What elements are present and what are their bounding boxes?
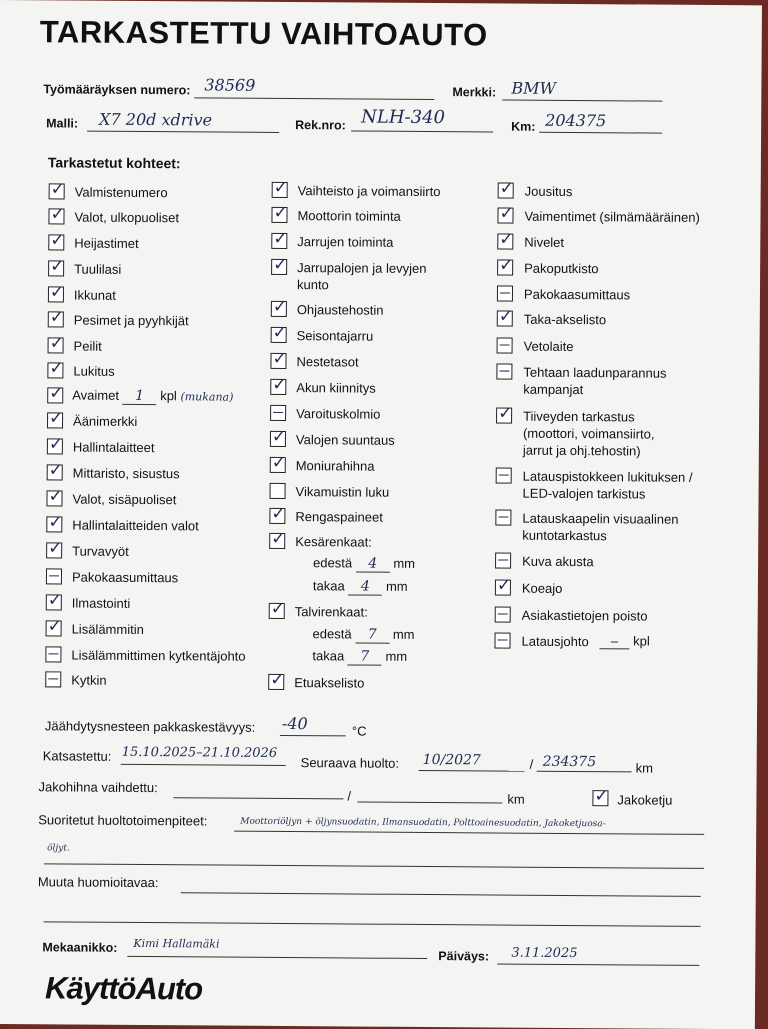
winter-rear-row [312,648,407,666]
next-service-date-line [419,770,525,772]
coolant-value[interactable]: -40 [281,713,308,734]
col2-checkbox-15[interactable] [268,669,285,691]
col2-checkbox-12[interactable] [269,503,286,525]
col2-item-label-4: Ohjaustehostin [296,302,384,318]
col1-item-label-0: Valmistenumero [74,184,168,201]
mechanic-signature[interactable]: Kimi Hallamäki [133,936,220,951]
check-mark-icon: ✓ [273,177,289,199]
check-mark-icon: ✓ [50,230,65,251]
col1-checkbox-19[interactable] [45,671,61,687]
winter-rear-unit: mm [385,648,408,664]
km-line [539,132,662,134]
col1-checkbox-16[interactable] [46,590,63,611]
dash-mark-icon [49,575,59,576]
check-mark-icon: ✓ [270,669,285,691]
check-mark-icon: ✓ [272,348,287,370]
col1-item-label-16: Ilmastointi [71,595,131,611]
col2-checkbox-5[interactable] [271,322,288,344]
inspected-label: Katsastettu: [42,748,112,764]
col1-item-label-7: Lukitus [73,363,115,379]
notes-line-1[interactable] [181,892,701,897]
check-mark-icon: ✓ [496,575,512,596]
charging-cable-count: – [610,633,619,649]
col1-item-label-11: Mittaristo, sisustus [72,465,180,482]
check-mark-icon: ✓ [49,307,65,328]
charging-cable-field[interactable] [599,633,629,649]
check-mark-icon: ✓ [499,229,514,250]
date-value[interactable]: 3.11.2025 [511,945,578,962]
check-mark-icon: ✓ [49,282,65,303]
summer-rear-value: 4 [360,578,370,595]
col3-checkbox-14[interactable] [494,632,510,648]
col2-checkbox-7[interactable] [270,374,287,396]
col2-checkbox-3[interactable] [271,254,288,276]
next-service-date[interactable]: 10/2027 [422,751,481,769]
col1-checkbox-1[interactable] [48,204,65,225]
col3-item-label-7-2: kampanjat [523,381,584,398]
check-mark-icon: ✓ [49,358,64,379]
col1-checkbox-8[interactable] [47,383,64,404]
dash-mark-icon [498,639,508,640]
check-mark-icon: ✓ [270,598,286,620]
col1-item-label-12: Valot, sisäpuoliset [72,491,177,508]
col2-item-label-14: Talvirenkaat: [294,604,368,620]
col3-checkbox-5[interactable] [497,306,514,327]
col3-item-label-2: Nivelet [524,234,565,250]
col3-item-label-5: Taka-akselisto [523,311,607,328]
summer-front-field[interactable] [356,555,390,572]
col3-item-label-9-2: LED-valojen tarkistus [522,485,646,502]
col1-checkbox-15[interactable] [46,568,62,584]
check-mark-icon: ✓ [50,179,65,200]
col1-checkbox-3[interactable] [48,256,65,277]
check-mark-icon: ✓ [273,202,288,224]
winter-front-row [313,626,415,644]
maintenance-line-1 [234,831,704,835]
col3-checkbox-10[interactable] [495,509,511,525]
dash-mark-icon [499,370,509,371]
check-mark-icon: ✓ [271,528,286,550]
check-mark-icon: ✓ [47,590,63,611]
winter-front-unit: mm [392,626,415,642]
col1-checkbox-18[interactable] [45,646,61,662]
col2-item-label-1: Moottorin toiminta [297,208,401,224]
check-mark-icon: ✓ [48,486,63,507]
dash-mark-icon [48,653,58,654]
summer-rear-row [313,578,408,596]
form-title: TARKASTETTU VAIHTOAUTO [39,14,488,53]
dash-mark-icon [48,678,58,679]
dash-mark-icon [498,559,508,560]
col3-checkbox-4[interactable] [497,285,513,301]
col1-checkbox-2[interactable] [48,230,65,251]
col3-checkbox-7[interactable] [496,363,512,379]
col1-checkbox-10[interactable] [47,434,64,455]
mechanic-label: Mekaanikko: [42,940,118,955]
model-value[interactable]: X7 20d xdrive [99,109,213,130]
date-line [497,963,699,965]
col3-item-label-9: Latauspistokkeen lukituksen / [522,468,693,485]
winter-front-field[interactable] [355,626,389,643]
col1-item-label-15: Pakokaasumittaus [71,569,179,586]
col2-checkbox-2[interactable] [271,228,288,250]
coolant-label: Jäähdytysnesteen pakkaskestävyys: [44,718,256,735]
col1-checkbox-17[interactable] [46,616,62,637]
col1-item-label-2: Heijastimet [74,235,139,251]
km-label: Km: [511,119,536,134]
col2-item-label-9: Valojen suuntaus [295,432,395,448]
col3-item-label-14: Latausjohto [521,633,589,650]
col3-checkbox-2[interactable] [497,229,514,250]
check-mark-icon: ✓ [271,503,286,525]
summer-front-unit: mm [393,555,416,571]
model-label: Malli: [46,116,79,131]
next-service-slash: / [529,756,534,772]
brand-line [502,100,662,102]
maintenance-label: Suoritetut huoltotoimenpiteet: [38,812,208,829]
keys-count: 1 [135,387,145,405]
col3-item-label-10: Latauskaapelin visuaalinen [522,510,679,527]
dash-mark-icon [499,474,509,475]
dash-mark-icon [273,412,283,413]
check-mark-icon: ✓ [271,426,287,448]
col2-checkbox-10[interactable] [270,452,287,474]
timing-belt-label: Jakohihna vaihdettu: [38,779,158,796]
date-label: Päiväys: [438,949,490,964]
summer-front-row [313,555,415,573]
col3-item-label-8-2: (moottori, voimansiirto, [522,425,655,442]
check-mark-icon: ✓ [49,408,64,429]
col1-item-label-19: Kytkin [71,672,107,688]
reg-value[interactable]: NLH-340 [361,106,446,129]
charging-cable-count-row [599,633,649,649]
section-title: Tarkastetut kohteet: [47,154,181,172]
col3-item-label-1: Vaimentimet (silmämääräinen) [524,208,700,225]
coolant-unit: °C [351,723,367,739]
coolant-line [280,735,346,736]
check-mark-icon: ✓ [594,786,609,807]
col2-checkbox-13[interactable] [269,528,286,550]
col3-item-label-8-3: jarrut ja ohj.tehostin) [522,442,641,459]
col3-item-label-4: Pakokaasumittaus [523,286,631,303]
summer-rear-field[interactable] [348,578,382,595]
work-order-value[interactable]: 38569 [204,75,256,95]
check-mark-icon: ✓ [273,228,288,250]
col1-item-label-10: Hallintalaitteet [72,439,155,456]
check-mark-icon: ✓ [498,403,513,424]
next-service-km[interactable]: 234375 [542,753,597,771]
col2-item-label-3-2: kunto [296,277,329,293]
check-mark-icon: ✓ [271,452,287,474]
col2-item-label-0: Vaihteisto ja voimansiirto [297,183,441,200]
notes-line-2[interactable] [44,921,701,927]
col2-checkbox-11[interactable] [270,483,286,499]
check-mark-icon: ✓ [273,254,288,276]
col2-item-label-15: Etuakselisto [294,675,365,691]
reg-label: Rek.nro: [295,118,346,133]
col3-item-label-10-2: kuntotarkastus [522,527,607,544]
inspected-line [121,764,286,766]
check-mark-icon: ✓ [49,383,64,404]
col2-checkbox-1[interactable] [271,202,288,224]
col1-item-label-14: Turvavyöt [72,543,129,559]
col2-checkbox-14[interactable] [269,598,286,620]
col1-checkbox-14[interactable] [46,538,63,559]
notes-label: Muuta huomioitavaa: [37,874,159,891]
col2-item-label-3: Jarrupalojen ja levyjen [297,260,427,276]
col1-checkbox-12[interactable] [46,486,63,507]
check-mark-icon: ✓ [499,178,515,199]
col1-checkbox-7[interactable] [47,358,64,379]
col3-checkbox-11[interactable] [495,552,511,568]
check-mark-icon: ✓ [48,538,63,559]
check-mark-icon: ✓ [48,512,63,533]
summer-rear-label: takaa [312,578,345,594]
col2-checkbox-9[interactable] [270,426,287,448]
col1-item-label-3: Tuulilasi [74,261,122,277]
check-mark-icon: ✓ [48,434,64,455]
check-mark-icon: ✓ [272,296,288,318]
check-mark-icon: ✓ [272,322,288,344]
km-value[interactable]: 204375 [545,110,607,131]
check-mark-icon: ✓ [47,616,62,637]
col2-item-label-6: Nestetasot [296,354,359,370]
reg-line [351,130,493,132]
brand-value[interactable]: BMW [511,78,557,98]
col2-item-label-5: Seisontajarru [296,328,374,344]
winter-rear-value: 7 [360,648,370,665]
col1-item-label-17: Lisälämmitin [71,621,144,638]
col3-item-label-0: Jousitus [524,183,573,200]
maintenance-value-2[interactable]: öljyt. [47,843,70,854]
mechanic-line [127,956,427,959]
col3-item-label-12: Koeajo [521,580,563,596]
col1-item-label-5: Pesimet ja pyyhkijät [73,312,189,329]
col1-checkbox-9[interactable] [47,408,64,429]
col1-item-label-13: Hallintalaitteiden valot [72,517,199,534]
brand-label: Merkki: [452,85,497,100]
col3-checkbox-12[interactable] [495,575,512,596]
col1-checkbox-0[interactable] [49,179,65,200]
col1-item-label-6: Peilit [73,338,102,354]
check-mark-icon: ✓ [272,374,287,396]
work-order-label: Työmääräyksen numero: [43,82,191,98]
summer-front-value: 4 [368,555,378,572]
col2-checkbox-4[interactable] [271,296,288,318]
col3-item-label-7: Tehtaan laadunparannus [523,364,667,381]
charging-cable-unit: kpl [633,633,650,649]
col3-checkbox-9[interactable] [496,467,512,483]
col1-checkbox-13[interactable] [46,512,63,533]
work-order-line [194,97,434,100]
maintenance-value[interactable]: Moottoriöljyn + öljynsuodatin, Ilmansuodatin, Polttoainesuodatin, Jakoketjuosa- [240,816,606,830]
timing-belt-unit: km [507,791,525,807]
col2-item-label-12: Rengaspaineet [295,509,383,525]
col2-item-label-7: Akun kiinnitys [296,380,376,396]
keys-label [72,388,233,406]
col2-checkbox-6[interactable] [270,348,287,370]
inspected-value[interactable]: 15.10.2025–21.10.2026 [121,744,278,761]
dash-mark-icon [500,292,510,293]
timing-belt-slash: / [347,788,352,804]
timing-chain-checkbox[interactable] [592,786,609,807]
col3-item-label-13: Asiakastietojen poisto [521,607,648,624]
check-mark-icon: ✓ [49,333,64,354]
brand-logo: KäyttöAuto [44,970,203,1007]
col3-item-label-8: Tiiveyden tarkastus [523,408,635,425]
dash-mark-icon [498,613,508,614]
col3-checkbox-13[interactable] [495,606,511,622]
dash-mark-icon [500,344,510,345]
col3-checkbox-0[interactable] [498,178,515,199]
winter-rear-field[interactable] [348,648,382,665]
check-mark-icon: ✓ [50,256,65,277]
col1-checkbox-11[interactable] [47,460,64,481]
next-service-label: Seuraava huolto: [300,755,400,771]
col1-item-label-4: Ikkunat [73,287,116,303]
col3-checkbox-8[interactable] [496,403,513,424]
col2-item-label-10: Moniurahihna [295,458,375,474]
col1-checkbox-5[interactable] [48,307,65,328]
col3-item-label-11: Kuva akusta [522,553,594,570]
col1-item-label-9: Äänimerkki [73,413,138,429]
col2-item-label-2: Jarrujen toiminta [297,234,394,250]
check-mark-icon: ✓ [499,255,514,276]
check-mark-icon: ✓ [48,460,64,481]
col2-checkbox-8[interactable] [270,405,286,421]
timing-belt-km-line[interactable] [357,802,502,804]
check-mark-icon: ✓ [499,203,514,224]
col1-checkbox-6[interactable] [48,333,64,354]
check-mark-icon: ✓ [50,204,65,225]
keys-count-field[interactable] [123,388,157,405]
col3-checkbox-6[interactable] [497,337,513,353]
summer-rear-unit: mm [385,578,408,594]
col2-item-label-11: Vikamuistin luku [295,484,390,500]
maintenance-line-2 [44,863,704,869]
col2-item-label-8: Varoituskolmio [296,406,381,422]
timing-chain-label: Jakoketju [617,792,673,808]
timing-belt-date-line[interactable] [173,797,343,799]
col2-checkbox-0[interactable] [272,177,289,199]
col3-item-label-6: Vetolaite [523,338,574,355]
keys-label-pre: Avaimet [72,387,120,403]
col2-item-label-13: Kesärenkaat: [295,534,372,550]
col1-item-label-1: Valot, ulkopuoliset [74,209,180,226]
keys-label-post: kpl [160,388,177,404]
col3-checkbox-1[interactable] [497,203,514,224]
col3-checkbox-3[interactable] [497,255,514,276]
col1-checkbox-4[interactable] [48,282,65,303]
col3-item-label-3: Pakoputkisto [524,260,599,277]
next-service-unit: km [635,760,654,776]
next-service-km-line [537,771,632,773]
dash-mark-icon [498,516,508,517]
keys-note: (mukana) [180,390,234,404]
winter-front-label: edestä [312,626,352,642]
winter-front-value: 7 [367,626,377,643]
check-mark-icon: ✓ [498,306,514,327]
col1-item-label-18: Lisälämmittimen kytkentäjohto [71,647,246,664]
summer-front-label: edestä [313,555,353,571]
winter-rear-label: takaa [312,648,345,664]
model-line [87,131,279,133]
